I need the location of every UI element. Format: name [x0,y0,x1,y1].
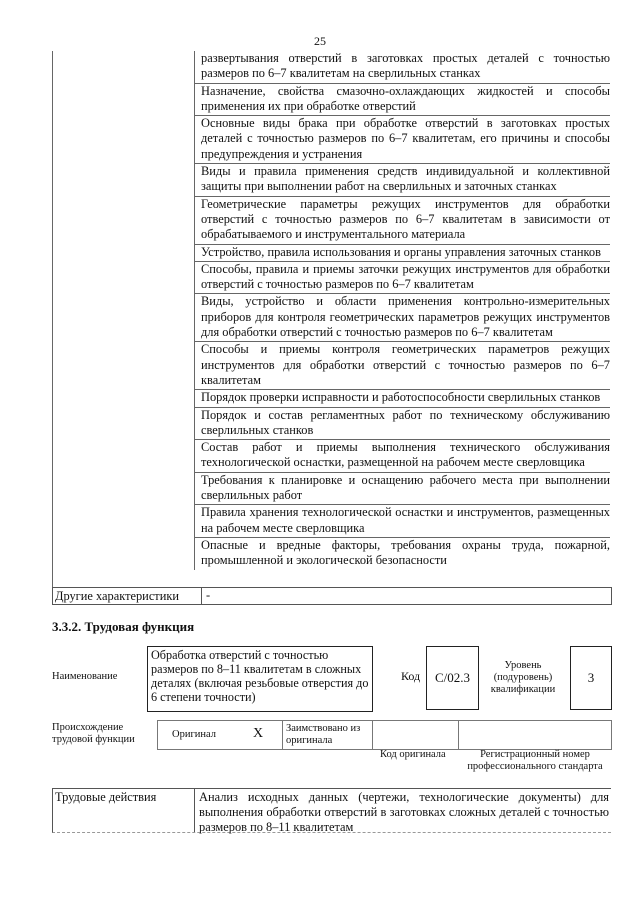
knowledge-row: развертывания отверстий в заготовках простых деталей с точностью размеров по 6–7 квалитетам на сверлильных станках [194,51,610,83]
origin-divider-1 [282,721,283,749]
origin-table [157,720,612,750]
knowledge-row: Состав работ и приемы выполнения технического обслуживания технологической оснастки, размещенной на рабочем месте сверловщика [194,439,610,472]
origin-divider-2 [372,721,373,749]
knowledge-row: Порядок и состав регламентных работ по техническому обслуживанию сверлильных станков [194,407,610,440]
knowledge-row: Основные виды брака при обработке отверстий в заготовках простых деталей с точностью размеров по 6–7 квалитетам, его причины и способы предупреждения и устранения [194,115,610,163]
actions-divider [194,789,195,832]
borrowed-label: Заимствовано из оригинала [286,723,361,746]
original-mark: X [253,726,264,741]
actions-text: Анализ исходных данных (чертежи, технологические документы) для выполнения обработки отверстий в заготовках сложных деталей с точностью размеров по 8–11 квалитетам [199,790,609,834]
other-characteristics-value: - [201,588,210,604]
code-original-label: Код оригинала [380,749,446,760]
knowledge-row: Опасные и вредные факторы, требования охраны труда, пожарной, промышленной и экологической безопасности [194,537,610,570]
knowledge-row: Виды и правила применения средств индивидуальной и коллективной защиты при выполнении работ на сверлильных и заточных станках [194,163,610,196]
actions-label: Трудовые действия [55,790,157,804]
knowledge-row: Способы, правила и приемы заточки режущих инструментов для обработки отверстий с точностью размеров по 6–7 квалитетам [194,261,610,294]
function-name-box: Обработка отверстий с точностью размеров по 8–11 квалитетам в сложных деталях (включая резьбовые отверстия до 6 степени точности) [147,646,373,712]
other-characteristics-label: Другие характеристики [55,589,180,603]
knowledge-row: Назначение, свойства смазочно-охлаждающих жидкостей и способы применения их при обработке отверстий [194,83,610,116]
knowledge-rows [194,51,610,570]
level-label: Уровень (подуровень) квалификации [490,660,556,695]
section-title: 3.3.2. Трудовая функция [52,619,195,634]
level-value: 3 [570,646,612,710]
knowledge-row: Требования к планировке и оснащению рабочего места при выполнении сверлильных работ [194,472,610,505]
actions-row [52,788,611,833]
left-column [52,51,195,592]
knowledge-row: Устройство, правила использования и органы управления заточных станков [194,244,610,261]
knowledge-row: Порядок проверки исправности и работоспособности сверлильных станков [194,389,610,406]
name-label: Наименование [52,671,118,682]
origin-label: Происхождение трудовой функции [52,722,135,745]
origin-divider-3 [458,721,459,749]
page-number: 25 [314,34,326,48]
reg-number-label: Регистрационный номер профессионального стандарта [467,749,603,772]
knowledge-row: Геометрические параметры режущих инструментов для обработки отверстий с точностью размеров по 6–7 квалитетам в зависимости от обрабатываемого и инструментального материала [194,196,610,244]
code-label: Код [401,669,421,683]
knowledge-row: Виды, устройство и области применения контрольно-измерительных приборов для контроля геометрических параметров режущих инструментов для обработки отверстий с точностью размеров по 6–7 квалитетам [194,293,610,341]
other-characteristics-row [52,587,612,605]
code-value: С/02.3 [426,646,479,710]
knowledge-row: Способы и приемы контроля геометрических параметров режущих инструментов для обработки отверстий с точностью размеров по 6–7 квалитетам [194,341,610,389]
original-label: Оригинал [172,729,216,740]
knowledge-row: Правила хранения технологической оснастки и инструментов, размещенных на рабочем месте сверловщика [194,504,610,537]
